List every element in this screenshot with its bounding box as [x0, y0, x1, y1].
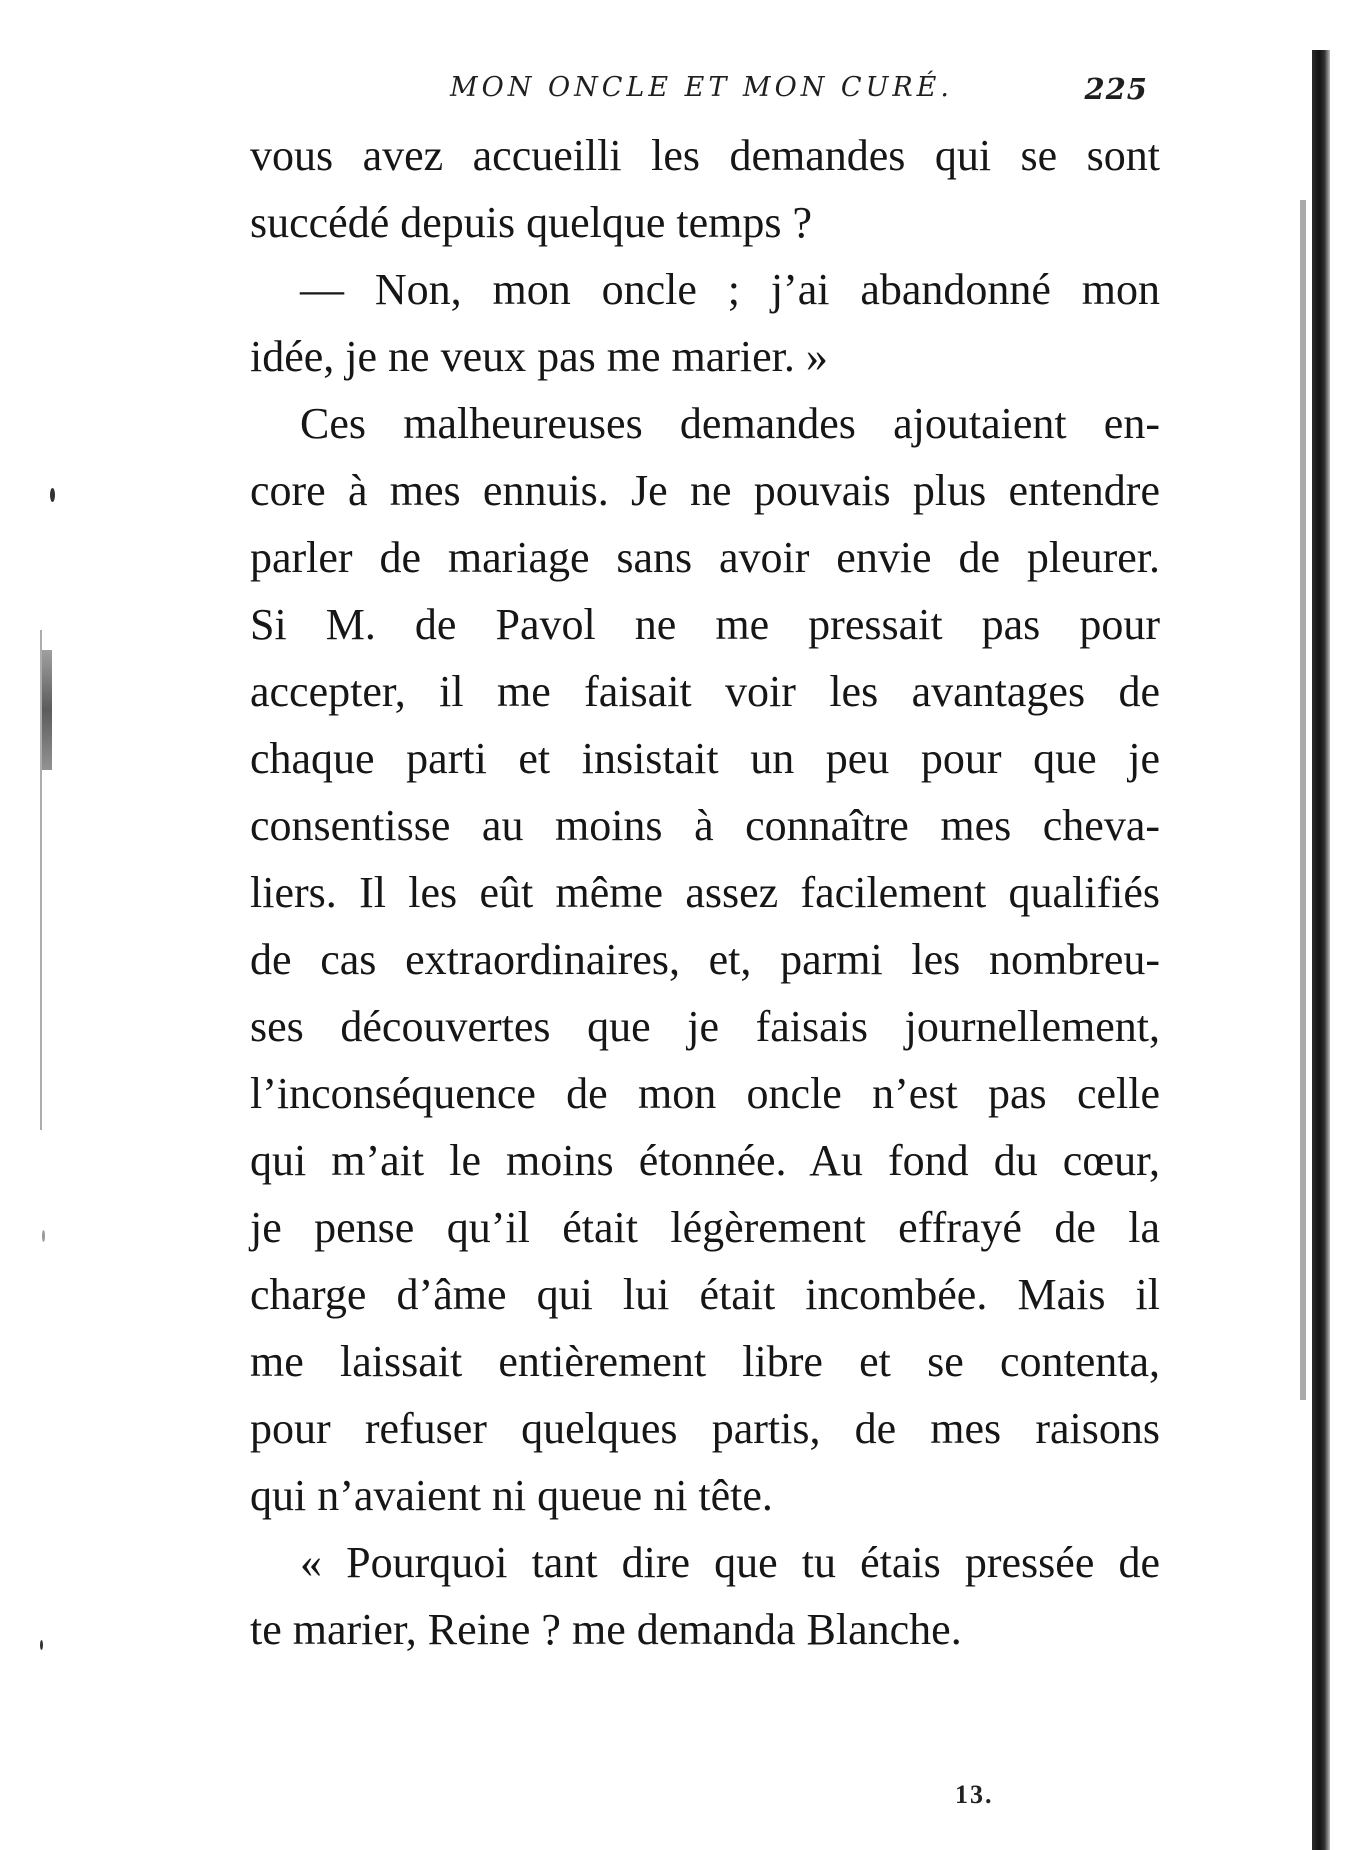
text-line: je pense qu’il était légèrement effrayé de la: [250, 1203, 1160, 1252]
running-title: MON ONCLE ET MON CURÉ.: [450, 72, 953, 103]
text-line: parler de mariage sans avoir envie de pleurer.: [250, 533, 1160, 582]
page-edge-left-mark: [42, 650, 52, 770]
scan-speck: [42, 1230, 45, 1242]
signature-mark: 13.: [955, 1780, 994, 1809]
running-head: [450, 72, 1148, 112]
text-line: liers. Il les eût même assez facilement qualifiés: [250, 868, 1160, 917]
text-line: idée, je ne veux pas me marier. »: [250, 332, 828, 381]
text-line: ses découvertes que je faisais journellement,: [250, 1002, 1160, 1051]
scan-speck: [50, 488, 55, 502]
page-edge-shadow: [1312, 50, 1330, 1850]
scan-speck: [40, 1640, 43, 1650]
text-line: « Pourquoi tant dire que tu étais pressée de: [300, 1538, 1160, 1587]
text-line: consentisse au moins à connaître mes cheva-: [250, 801, 1160, 850]
text-line: de cas extraordinaires, et, parmi les nombreu-: [250, 935, 1160, 984]
text-line: pour refuser quelques partis, de mes raisons: [250, 1404, 1160, 1453]
text-line: l’inconséquence de mon oncle n’est pas celle: [250, 1069, 1160, 1118]
text-line: Si M. de Pavol ne me pressait pas pour: [250, 600, 1160, 649]
text-line: te marier, Reine ? me demanda Blanche.: [250, 1605, 962, 1654]
text-line: Ces malheureuses demandes ajoutaient en-: [300, 399, 1160, 448]
text-line: accepter, il me faisait voir les avantages de: [250, 667, 1160, 716]
text-line: charge d’âme qui lui était incombée. Mais il: [250, 1270, 1160, 1319]
text-line: qui n’avaient ni queue ni tête.: [250, 1471, 773, 1520]
text-line: chaque parti et insistait un peu pour que je: [250, 734, 1160, 783]
text-line: core à mes ennuis. Je ne pouvais plus entendre: [250, 466, 1160, 515]
body-text: [250, 122, 1160, 1663]
page-edge-shadow-inner: [1300, 200, 1306, 1400]
text-line: vous avez accueilli les demandes qui se sont: [250, 131, 1160, 180]
page-number: 225: [1084, 72, 1148, 106]
text-line: qui m’ait le moins étonnée. Au fond du cœur,: [250, 1136, 1160, 1185]
text-line: me laissait entièrement libre et se contenta,: [250, 1337, 1160, 1386]
text-line: — Non, mon oncle ; j’ai abandonné mon: [300, 265, 1160, 314]
text-line: succédé depuis quelque temps ?: [250, 198, 813, 247]
